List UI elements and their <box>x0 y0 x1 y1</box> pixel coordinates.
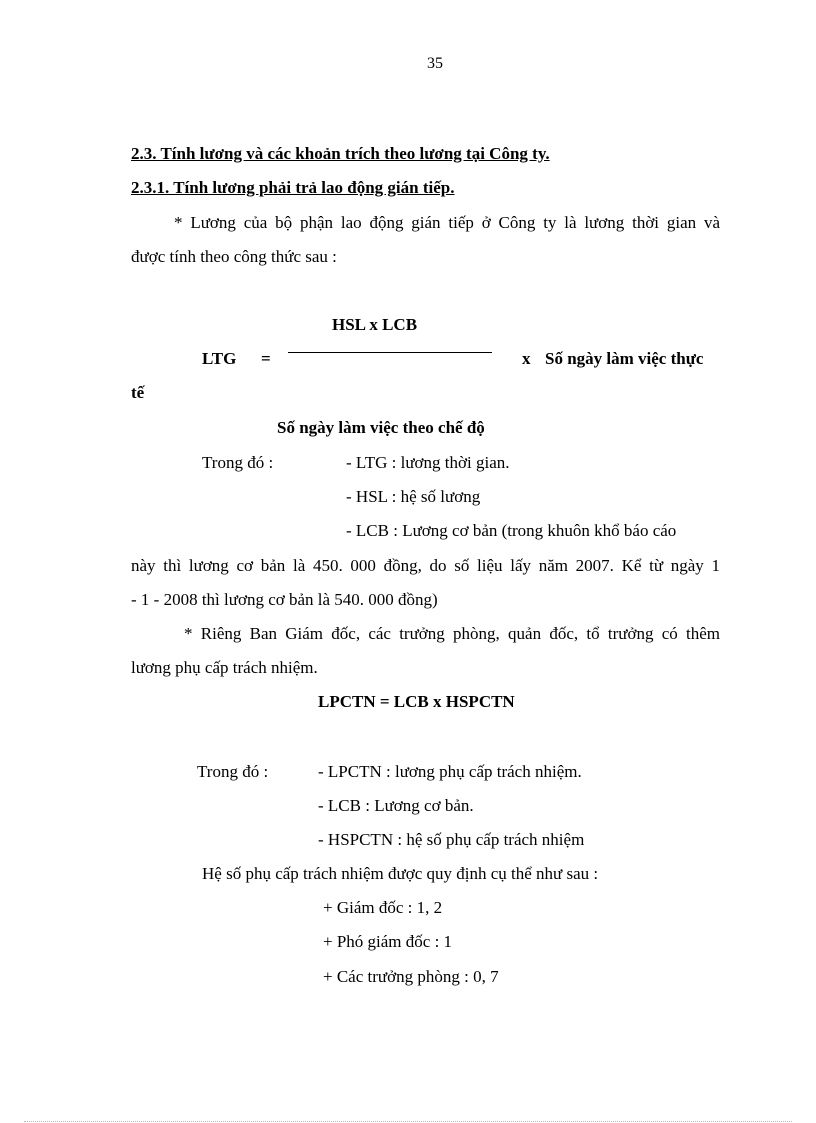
formula-denominator: Số ngày làm việc theo chế độ <box>277 418 485 437</box>
formula-times: x <box>522 349 531 368</box>
coefficient-deputy-director: + Phó giám đốc : 1 <box>323 932 453 951</box>
subsection-heading: 2.3.1. Tính lương phải trả lao động gián tiếp. <box>131 178 455 197</box>
where-item-lcb-2: - LCB : Lương cơ bản. <box>318 796 474 815</box>
formula-numerator: HSL x LCB <box>332 315 418 334</box>
formula-lhs: LTG <box>202 349 237 368</box>
formula-tail-1: Số ngày làm việc thực <box>545 349 704 368</box>
where-item-hspctn: - HSPCTN : hệ số phụ cấp trách nhiệm <box>318 830 585 849</box>
note-line-1: * Riêng Ban Giám đốc, các trưởng phòng, quản đốc, tổ trưởng có thêm <box>184 624 720 643</box>
coefficient-intro: Hệ số phụ cấp trách nhiệm được quy định cụ thể như sau : <box>202 864 599 883</box>
intro-line-1: * Lương của bộ phận lao động gián tiếp ở Công ty là lương thời gian và <box>174 213 720 232</box>
where-item-hsl: - HSL : hệ số lương <box>346 487 481 506</box>
where-label-1: Trong đó : <box>202 453 274 472</box>
note-line-2: lương phụ cấp trách nhiệm. <box>131 658 318 677</box>
coefficient-director: + Giám đốc : 1, 2 <box>323 898 443 917</box>
page-bottom-divider <box>24 1121 792 1122</box>
coefficient-department-heads: + Các trưởng phòng : 0, 7 <box>323 967 499 986</box>
intro-line-2: được tính theo công thức sau : <box>131 247 337 266</box>
formula-equals: = <box>261 349 271 368</box>
lcb-continuation-1: này thì lương cơ bản là 450. 000 đồng, do số liệu lấy năm 2007. Kể từ ngày 1 <box>131 556 720 575</box>
section-heading: 2.3. Tính lương và các khoản trích theo lương tại Công ty. <box>131 144 550 163</box>
fraction-bar <box>288 352 492 353</box>
page-number: 35 <box>427 55 443 72</box>
where-item-lcb: - LCB : Lương cơ bản (trong khuôn khổ báo cáo <box>346 521 677 540</box>
formula-tail-2: tế <box>131 383 145 402</box>
where-label-2: Trong đó : <box>197 762 269 781</box>
lcb-continuation-2: - 1 - 2008 thì lương cơ bản là 540. 000 đồng) <box>131 590 438 609</box>
where-item-ltg: - LTG : lương thời gian. <box>346 453 510 472</box>
formula-lpctn: LPCTN = LCB x HSPCTN <box>318 692 515 711</box>
where-item-lpctn: - LPCTN : lương phụ cấp trách nhiệm. <box>318 762 582 781</box>
